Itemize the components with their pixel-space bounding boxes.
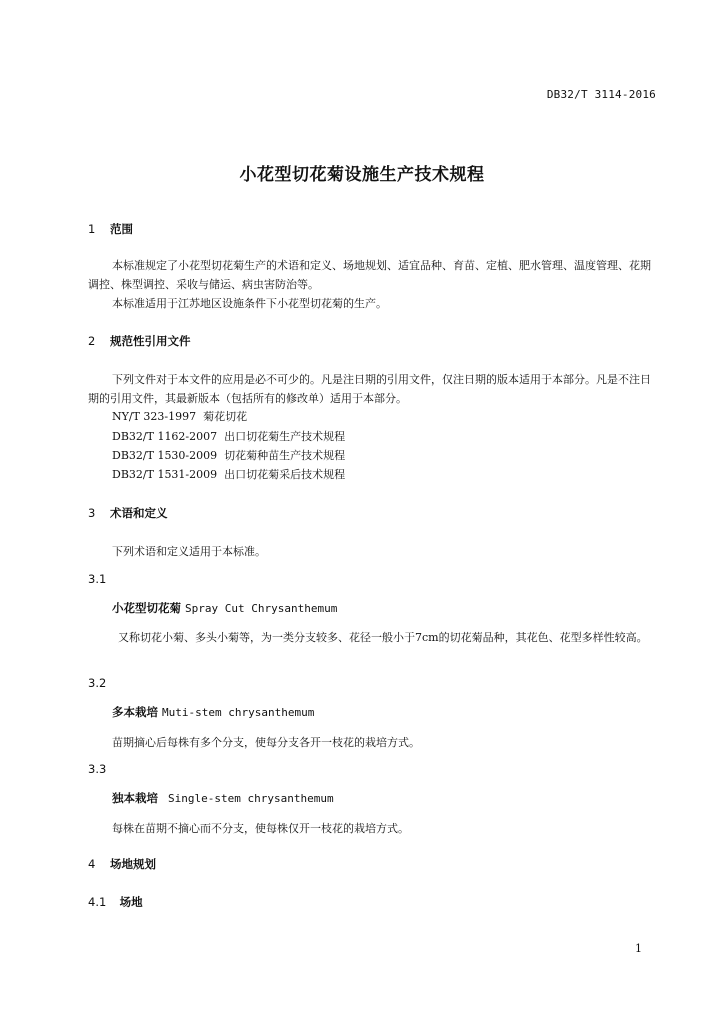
section-title: 术语和定义 <box>110 506 168 520</box>
term-3-3-definition: 每株在苗期不摘心而不分支，使每株仅开一枝花的栽培方式。 <box>112 822 409 835</box>
section-title: 范围 <box>110 222 134 236</box>
section-title: 场地规划 <box>110 857 157 871</box>
section-number: 1 <box>88 222 96 236</box>
term-3-1-title <box>112 600 337 616</box>
reference-item: DB32/T 1531-2009 出口切花菊采后技术规程 <box>112 468 346 481</box>
reference-item: NY/T 323-1997 菊花切花 <box>112 410 248 423</box>
section-number: 2 <box>88 334 96 348</box>
term-3-3-number: 3.3 <box>88 762 107 776</box>
term-english: Muti-stem chrysanthemum <box>162 706 315 719</box>
term-chinese: 独本栽培 <box>112 791 158 805</box>
section-3-heading <box>88 505 168 521</box>
reference-item: DB32/T 1530-2009 切花菊种苗生产技术规程 <box>112 449 346 462</box>
term-3-2-title <box>112 704 314 720</box>
subsection-4-1-heading <box>88 894 143 910</box>
term-english: Spray Cut Chrysanthemum <box>185 602 338 615</box>
section-number: 3 <box>88 506 96 520</box>
term-3-1-number: 3.1 <box>88 572 107 586</box>
term-3-2-number: 3.2 <box>88 676 107 690</box>
term-3-3-title <box>112 790 334 806</box>
section-4-heading <box>88 856 156 872</box>
page-number: 1 <box>635 942 642 955</box>
term-english: Single-stem chrysanthemum <box>168 792 334 805</box>
term-3-1-definition: 又称切花小菊、多头小菊等，为一类分支较多、花径一般小于7cm的切花菊品种，其花色、花型多样性较高。 <box>118 631 648 644</box>
terms-intro: 下列术语和定义适用于本标准。 <box>112 545 266 558</box>
section-1-heading <box>88 221 133 237</box>
scope-paragraph-1: 本标准规定了小花型切花菊生产的术语和定义、场地规划、适宜品种、育苗、定植、肥水管理、温度管理、花期调控、株型调控、采收与储运、病虫害防治等。 <box>88 259 651 291</box>
subsection-number: 4.1 <box>88 895 107 909</box>
term-3-2-definition: 苗期摘心后每株有多个分支，使每分支各开一枝花的栽培方式。 <box>112 736 420 749</box>
references-paragraph: 下列文件对于本文件的应用是必不可少的。凡是注日期的引用文件，仅注日期的版本适用于本部分。凡是不注日期的引用文件，其最新版本（包括所有的修改单）适用于本部分。 <box>88 373 651 405</box>
term-chinese: 小花型切花菊 <box>112 601 181 615</box>
term-chinese: 多本栽培 <box>112 705 158 719</box>
subsection-title: 场地 <box>119 895 143 909</box>
document-title: 小花型切花菊设施生产技术规程 <box>239 165 485 185</box>
section-title: 规范性引用文件 <box>110 334 191 348</box>
reference-item: DB32/T 1162-2007 出口切花菊生产技术规程 <box>112 430 346 443</box>
scope-paragraph-2: 本标准适用于江苏地区设施条件下小花型切花菊的生产。 <box>112 297 387 310</box>
section-2-heading <box>88 333 191 349</box>
section-number: 4 <box>88 857 96 871</box>
standard-code: DB32/T 3114-2016 <box>546 88 656 101</box>
